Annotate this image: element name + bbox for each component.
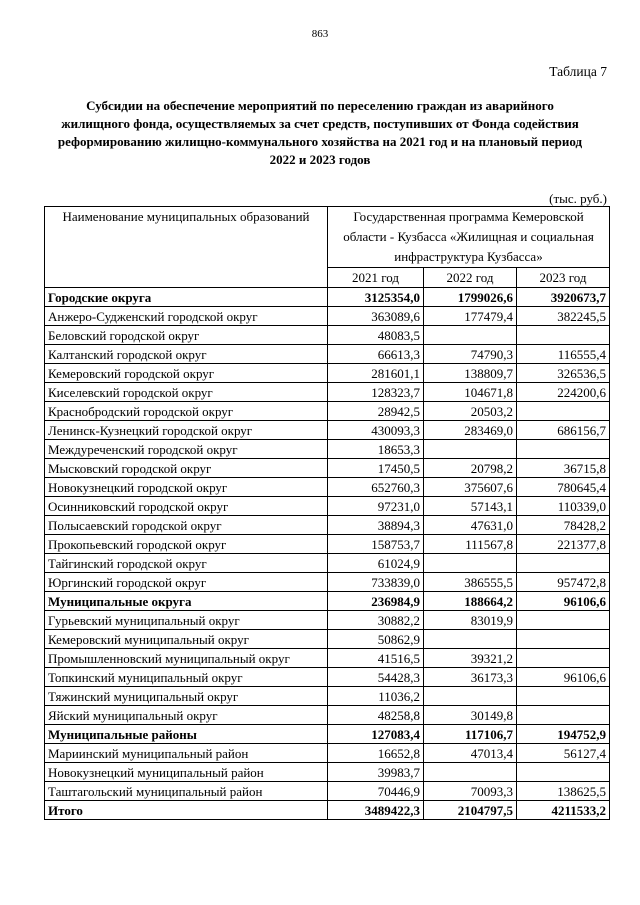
row-name-cell: Новокузнецкий муниципальный район	[45, 763, 328, 782]
row-name-cell: Юргинский городской округ	[45, 573, 328, 592]
row-name-cell: Топкинский муниципальный округ	[45, 668, 328, 687]
value-2022-cell: 117106,7	[424, 725, 517, 744]
value-2023-cell	[517, 326, 610, 345]
value-2023-cell: 110339,0	[517, 497, 610, 516]
table-row	[45, 573, 610, 592]
value-2023-cell	[517, 554, 610, 573]
value-2023-cell	[517, 611, 610, 630]
row-name-cell: Калтанский городской округ	[45, 345, 328, 364]
row-name-cell: Мысковский городской округ	[45, 459, 328, 478]
value-2021-cell: 41516,5	[328, 649, 424, 668]
value-2022-cell: 111567,8	[424, 535, 517, 554]
value-2022-cell	[424, 763, 517, 782]
table-row	[45, 345, 610, 364]
value-2021-cell: 39983,7	[328, 763, 424, 782]
value-2023-cell: 3920673,7	[517, 288, 610, 307]
value-2022-cell: 30149,8	[424, 706, 517, 725]
row-name-cell: Промышленновский муниципальный округ	[45, 649, 328, 668]
row-name-cell: Муниципальные районы	[45, 725, 328, 744]
value-2021-cell: 733839,0	[328, 573, 424, 592]
table-row	[45, 535, 610, 554]
table-row	[45, 326, 610, 345]
column-header-2021: 2021 год	[328, 268, 424, 288]
value-2021-cell: 281601,1	[328, 364, 424, 383]
value-2022-cell: 138809,7	[424, 364, 517, 383]
value-2023-cell: 194752,9	[517, 725, 610, 744]
column-header-program: Государственная программа Кемеровской области - Кузбасса «Жилищная и социальная инфраструктура Кузбасса»	[328, 207, 610, 268]
row-name-cell: Беловский городской округ	[45, 326, 328, 345]
value-2021-cell: 128323,7	[328, 383, 424, 402]
value-2021-cell: 3125354,0	[328, 288, 424, 307]
table-body	[45, 288, 610, 820]
page-number: 863	[311, 28, 329, 40]
value-2023-cell	[517, 402, 610, 421]
value-2022-cell	[424, 326, 517, 345]
value-2022-cell: 20503,2	[424, 402, 517, 421]
row-name-cell: Кемеровский муниципальный округ	[45, 630, 328, 649]
value-2023-cell: 4211533,2	[517, 801, 610, 820]
row-name-cell: Тайгинский городской округ	[45, 554, 328, 573]
value-2022-cell: 188664,2	[424, 592, 517, 611]
table-row	[45, 630, 610, 649]
value-2021-cell: 17450,5	[328, 459, 424, 478]
table-group-row	[45, 801, 610, 820]
value-2022-cell: 74790,3	[424, 345, 517, 364]
value-2022-cell: 375607,6	[424, 478, 517, 497]
value-2023-cell: 116555,4	[517, 345, 610, 364]
value-2021-cell: 430093,3	[328, 421, 424, 440]
row-name-cell: Мариинский муниципальный район	[45, 744, 328, 763]
row-name-cell: Тяжинский муниципальный округ	[45, 687, 328, 706]
table-row	[45, 687, 610, 706]
value-2021-cell: 3489422,3	[328, 801, 424, 820]
table-row	[45, 402, 610, 421]
value-2021-cell: 48258,8	[328, 706, 424, 725]
row-name-cell: Полысаевский городской округ	[45, 516, 328, 535]
value-2022-cell: 83019,9	[424, 611, 517, 630]
value-2022-cell	[424, 554, 517, 573]
value-2021-cell: 16652,8	[328, 744, 424, 763]
value-2022-cell: 2104797,5	[424, 801, 517, 820]
table-group-row	[45, 725, 610, 744]
row-name-cell: Краснобродский городской округ	[45, 402, 328, 421]
value-2023-cell	[517, 630, 610, 649]
row-name-cell: Новокузнецкий городской округ	[45, 478, 328, 497]
value-2023-cell: 326536,5	[517, 364, 610, 383]
table-row	[45, 421, 610, 440]
value-2023-cell: 382245,5	[517, 307, 610, 326]
row-name-cell: Муниципальные округа	[45, 592, 328, 611]
subsidies-table	[44, 206, 610, 820]
value-2023-cell: 224200,6	[517, 383, 610, 402]
value-2023-cell: 36715,8	[517, 459, 610, 478]
row-name-cell: Киселевский городской округ	[45, 383, 328, 402]
value-2023-cell: 56127,4	[517, 744, 610, 763]
value-2022-cell	[424, 440, 517, 459]
row-name-cell: Яйский муниципальный округ	[45, 706, 328, 725]
value-2021-cell: 236984,9	[328, 592, 424, 611]
row-name-cell: Гурьевский муниципальный округ	[45, 611, 328, 630]
value-2021-cell: 127083,4	[328, 725, 424, 744]
value-2021-cell: 61024,9	[328, 554, 424, 573]
table-row	[45, 516, 610, 535]
value-2023-cell	[517, 440, 610, 459]
table-row	[45, 649, 610, 668]
value-2022-cell	[424, 687, 517, 706]
row-name-cell: Городские округа	[45, 288, 328, 307]
table-group-row	[45, 288, 610, 307]
row-name-cell: Анжеро-Судженский городской округ	[45, 307, 328, 326]
value-2021-cell: 652760,3	[328, 478, 424, 497]
value-2022-cell: 47013,4	[424, 744, 517, 763]
value-2022-cell: 57143,1	[424, 497, 517, 516]
table-row	[45, 459, 610, 478]
table-row	[45, 782, 610, 801]
table-row	[45, 307, 610, 326]
value-2023-cell	[517, 763, 610, 782]
value-2021-cell: 18653,3	[328, 440, 424, 459]
value-2023-cell: 780645,4	[517, 478, 610, 497]
value-2022-cell: 1799026,6	[424, 288, 517, 307]
table-row	[45, 364, 610, 383]
table-row	[45, 763, 610, 782]
value-2022-cell: 47631,0	[424, 516, 517, 535]
table-row	[45, 478, 610, 497]
table-row	[45, 744, 610, 763]
row-name-cell: Таштагольский муниципальный район	[45, 782, 328, 801]
column-header-2023: 2023 год	[517, 268, 610, 288]
value-2022-cell	[424, 630, 517, 649]
row-name-cell: Прокопьевский городской округ	[45, 535, 328, 554]
table-group-row	[45, 592, 610, 611]
value-2021-cell: 54428,3	[328, 668, 424, 687]
value-2023-cell: 957472,8	[517, 573, 610, 592]
column-header-2022: 2022 год	[424, 268, 517, 288]
value-2021-cell: 158753,7	[328, 535, 424, 554]
value-2021-cell: 38894,3	[328, 516, 424, 535]
row-name-cell: Междуреченский городской округ	[45, 440, 328, 459]
table-row	[45, 706, 610, 725]
value-2021-cell: 48083,5	[328, 326, 424, 345]
column-header-name: Наименование муниципальных образований	[45, 207, 328, 288]
value-2023-cell	[517, 706, 610, 725]
value-2021-cell: 66613,3	[328, 345, 424, 364]
value-2022-cell: 70093,3	[424, 782, 517, 801]
value-2022-cell: 20798,2	[424, 459, 517, 478]
row-name-cell: Итого	[45, 801, 328, 820]
value-2022-cell: 283469,0	[424, 421, 517, 440]
value-2021-cell: 11036,2	[328, 687, 424, 706]
value-2021-cell: 50862,9	[328, 630, 424, 649]
table-label: Таблица 7	[549, 64, 607, 79]
value-2023-cell: 221377,8	[517, 535, 610, 554]
value-2023-cell	[517, 687, 610, 706]
value-2022-cell: 386555,5	[424, 573, 517, 592]
row-name-cell: Кемеровский городской округ	[45, 364, 328, 383]
document-title: Субсидии на обеспечение мероприятий по переселению граждан из аварийного жилищного фонда, осуществляемых за счет средств, поступивших от Фонда содействия реформированию жилищно-коммунального хозяйства на 2021 год и на плановый период 2022 и 2023 годов	[57, 98, 583, 167]
row-name-cell: Ленинск-Кузнецкий городской округ	[45, 421, 328, 440]
table-row	[45, 668, 610, 687]
value-2023-cell: 138625,5	[517, 782, 610, 801]
table-row	[45, 497, 610, 516]
value-2021-cell: 363089,6	[328, 307, 424, 326]
table-row	[45, 440, 610, 459]
value-2022-cell: 36173,3	[424, 668, 517, 687]
table-row	[45, 554, 610, 573]
value-2023-cell: 96106,6	[517, 668, 610, 687]
value-2021-cell: 70446,9	[328, 782, 424, 801]
table-row	[45, 611, 610, 630]
row-name-cell: Осинниковский городской округ	[45, 497, 328, 516]
table-row	[45, 383, 610, 402]
value-2023-cell: 78428,2	[517, 516, 610, 535]
value-2022-cell: 39321,2	[424, 649, 517, 668]
value-2023-cell: 96106,6	[517, 592, 610, 611]
value-2022-cell: 104671,8	[424, 383, 517, 402]
value-2021-cell: 30882,2	[328, 611, 424, 630]
units-label: (тыс. руб.)	[549, 191, 607, 206]
value-2022-cell: 177479,4	[424, 307, 517, 326]
value-2023-cell	[517, 649, 610, 668]
value-2021-cell: 97231,0	[328, 497, 424, 516]
value-2023-cell: 686156,7	[517, 421, 610, 440]
value-2021-cell: 28942,5	[328, 402, 424, 421]
